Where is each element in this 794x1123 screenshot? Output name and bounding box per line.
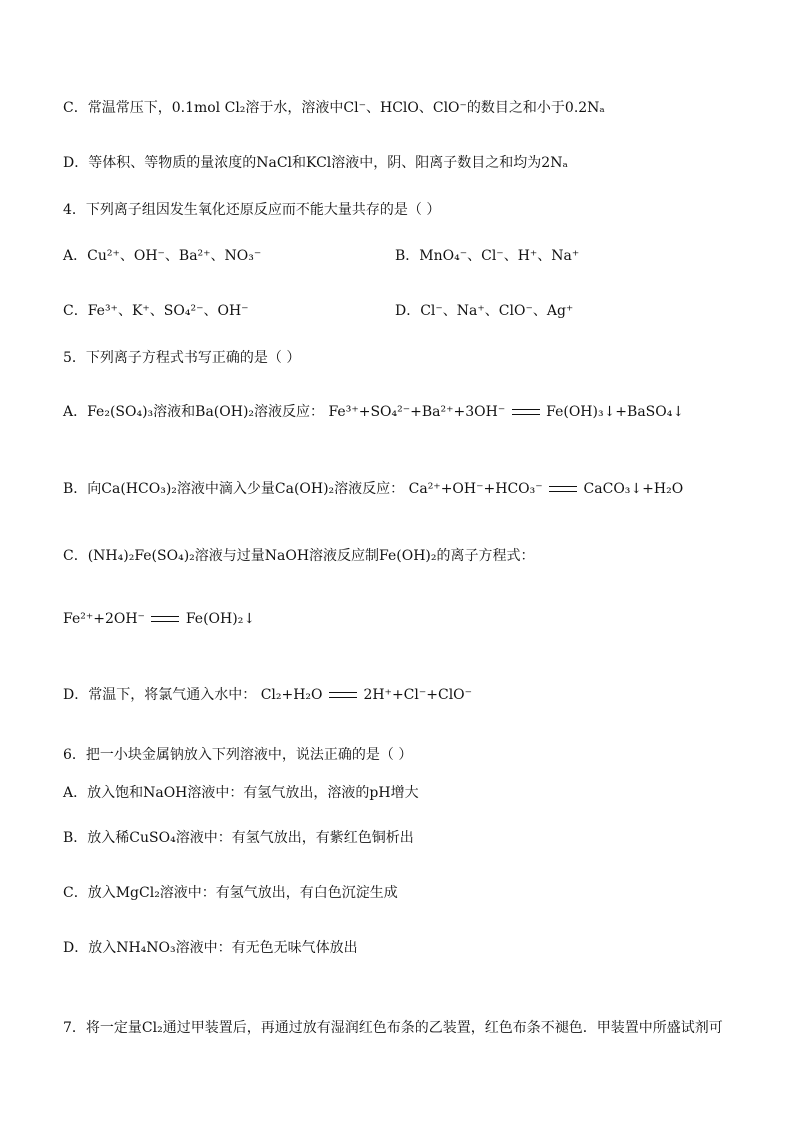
q4-stem: 4．下列离子组因发生氧化还原反应而不能大量共存的是（ ） bbox=[63, 202, 441, 218]
equals-arrow-icon bbox=[151, 616, 179, 622]
q5d-text: D．常温下，将氯气通入水中： bbox=[63, 687, 257, 703]
q4-option-d: D．Cl⁻、Na⁺、ClO⁻、Ag⁺ bbox=[395, 303, 574, 319]
q6-option-a: A．放入饱和NaOH溶液中：有氢气放出，溶液的pH增大 bbox=[63, 785, 419, 801]
q6-option-d: D．放入NH₄NO₃溶液中：有无色无味气体放出 bbox=[63, 940, 358, 956]
q4-option-a: A．Cu²⁺、OH⁻、Ba²⁺、NO₃⁻ bbox=[63, 248, 262, 264]
q5a-equation-right: Fe(OH)₃↓+BaSO₄↓ bbox=[546, 404, 685, 420]
q5-option-c-equation bbox=[63, 609, 255, 629]
q5d-equation-right: 2H⁺+Cl⁻+ClO⁻ bbox=[363, 687, 473, 703]
q5-option-b bbox=[63, 479, 683, 499]
q5a-text: A．Fe₂(SO₄)₃溶液和Ba(OH)₂溶液反应： bbox=[63, 404, 325, 420]
q5b-equation-left: Ca²⁺+OH⁻+HCO₃⁻ bbox=[408, 481, 543, 497]
q5a-equation-left: Fe³⁺+SO₄²⁻+Ba²⁺+3OH⁻ bbox=[328, 404, 506, 420]
equals-arrow-icon bbox=[549, 486, 577, 492]
q6-option-b: B．放入稀CuSO₄溶液中：有氢气放出，有紫红色铜析出 bbox=[63, 830, 414, 846]
equals-arrow-icon bbox=[329, 692, 357, 698]
q5-option-c: C．(NH₄)₂Fe(SO₄)₂溶液与过量NaOH溶液反应制Fe(OH)₂的离子方程式： bbox=[63, 548, 535, 564]
q5-option-a bbox=[63, 402, 684, 422]
q6-option-c: C．放入MgCl₂溶液中：有氢气放出，有白色沉淀生成 bbox=[63, 885, 398, 901]
q5c-equation-left: Fe²⁺+2OH⁻ bbox=[63, 611, 145, 627]
q4-option-c: C．Fe³⁺、K⁺、SO₄²⁻、OH⁻ bbox=[63, 303, 249, 319]
q4-option-b: B．MnO₄⁻、Cl⁻、H⁺、Na⁺ bbox=[395, 248, 580, 264]
q6-stem: 6．把一小块金属钠放入下列溶液中，说法正确的是（ ） bbox=[63, 747, 413, 763]
q5d-equation-left: Cl₂+H₂O bbox=[260, 687, 323, 703]
q5c-equation-right: Fe(OH)₂↓ bbox=[185, 611, 256, 627]
q5-stem: 5．下列离子方程式书写正确的是（ ） bbox=[63, 350, 301, 366]
q3-option-d: D．等体积、等物质的量浓度的NaCl和KCl溶液中，阴、阳离子数目之和均为2Nₐ bbox=[63, 155, 568, 171]
q5b-text: B．向Ca(HCO₃)₂溶液中滴入少量Ca(OH)₂溶液反应： bbox=[63, 481, 405, 497]
q7-stem: 7．将一定量Cl₂通过甲装置后，再通过放有湿润红色布条的乙装置，红色布条不褪色．甲装置中所盛试剂可 bbox=[63, 1020, 723, 1036]
equals-arrow-icon bbox=[512, 409, 540, 415]
q5b-equation-right: CaCO₃↓+H₂O bbox=[583, 481, 684, 497]
q5-option-d bbox=[63, 685, 472, 705]
q3-option-c: C．常温常压下，0.1mol Cl₂溶于水，溶液中Cl⁻、HClO、ClO⁻的数目之和小于0.2Nₐ bbox=[63, 100, 605, 116]
